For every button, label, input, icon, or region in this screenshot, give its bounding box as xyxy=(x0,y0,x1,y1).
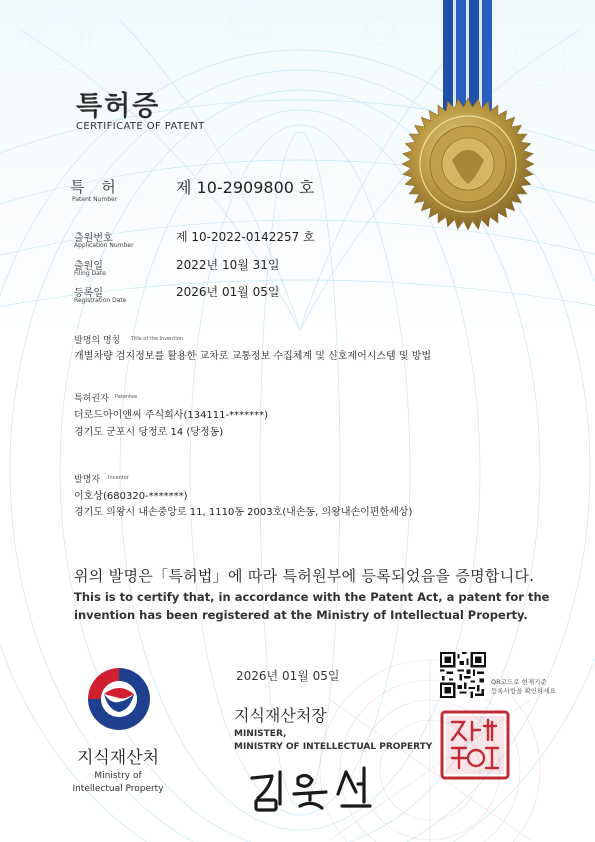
kipo-name-korean: 지식재산처 xyxy=(76,748,160,768)
application-number-value: 제 10-2022-0142257 호 xyxy=(176,230,315,244)
minister-title-korean: 지식재산처장 xyxy=(234,706,327,725)
minister-title-english-line-1: MINISTER, xyxy=(234,729,287,739)
patent-number-label-english: Patent Number xyxy=(72,196,118,203)
registration-date-label-english: Registration Date xyxy=(74,297,127,304)
registration-date-value: 2026년 01월 05일 xyxy=(176,285,280,299)
official-seal-stamp xyxy=(440,710,510,780)
qr-instruction-line-2: 등록사항을 확인하세요 xyxy=(491,687,556,695)
minister-signature xyxy=(246,764,386,816)
invention-title-value: 개별차량 검지정보를 활용한 교차로 교통정보 수집체계 및 신호제어시스템 및 방법 xyxy=(74,351,432,362)
ribbon-icon xyxy=(443,0,492,112)
inventor-label: 발명자 xyxy=(74,475,101,485)
certification-statement-korean: 위의 발명은「특허법」에 따라 특허원부에 등록되었음을 증명합니다. xyxy=(74,567,535,585)
kipo-name-english-line-1: Ministry of xyxy=(94,771,142,781)
patentee-address: 경기도 군포시 당정로 14 (당정동) xyxy=(74,427,224,438)
patent-number-value: 제 10-2909800 호 xyxy=(176,178,315,197)
taegeuk-logo-icon xyxy=(84,664,154,734)
inventor-address: 경기도 의왕시 내손중앙로 11, 1110동 2003호(내손동, 의왕내손이편한세상) xyxy=(74,507,413,518)
patentee-name: 더로드아이앤씨 주식회사(134111-*******) xyxy=(74,410,269,421)
certificate-title-english: CERTIFICATE OF PATENT xyxy=(76,121,205,132)
minister-title-english-line-2: MINISTRY OF INTELLECTUAL PROPERTY xyxy=(234,742,433,752)
certificate-title: 특허증 xyxy=(76,91,161,122)
filing-date-value: 2022년 10월 31일 xyxy=(176,258,280,272)
issue-date: 2026년 01월 05일 xyxy=(236,669,340,683)
qr-code[interactable] xyxy=(440,652,486,698)
inventor-name: 이호상(680320-*******) xyxy=(74,491,188,502)
patentee-label-english: Patentee xyxy=(115,394,138,400)
certification-statement-english-line-1: This is to certify that, in accordance with the Patent Act, a patent for the xyxy=(74,590,550,604)
patent-number-label: 특 허 xyxy=(70,178,122,196)
filing-date-label-english: Filing Date xyxy=(74,270,106,277)
filing-date-label: 출원일 xyxy=(74,261,103,272)
qr-instruction-line-1: QR코드로 현재기준 xyxy=(491,678,547,686)
kipo-name-english-line-2: Intellectual Property xyxy=(72,784,164,794)
application-number-label: 출원번호 xyxy=(74,233,113,244)
application-number-label-english: Application Number xyxy=(74,242,134,249)
invention-title-label-english: Title of the Invention xyxy=(131,336,183,342)
gold-seal-icon xyxy=(402,98,534,230)
invention-title-label: 발명의 명칭 xyxy=(74,336,121,346)
registration-date-label: 등록일 xyxy=(74,288,103,299)
certification-statement-english-line-2: invention has been registered at the Ministry of Intellectual Property. xyxy=(74,608,528,622)
patentee-label: 특허권자 xyxy=(74,394,109,404)
inventor-label-english: Inventor xyxy=(108,475,129,481)
